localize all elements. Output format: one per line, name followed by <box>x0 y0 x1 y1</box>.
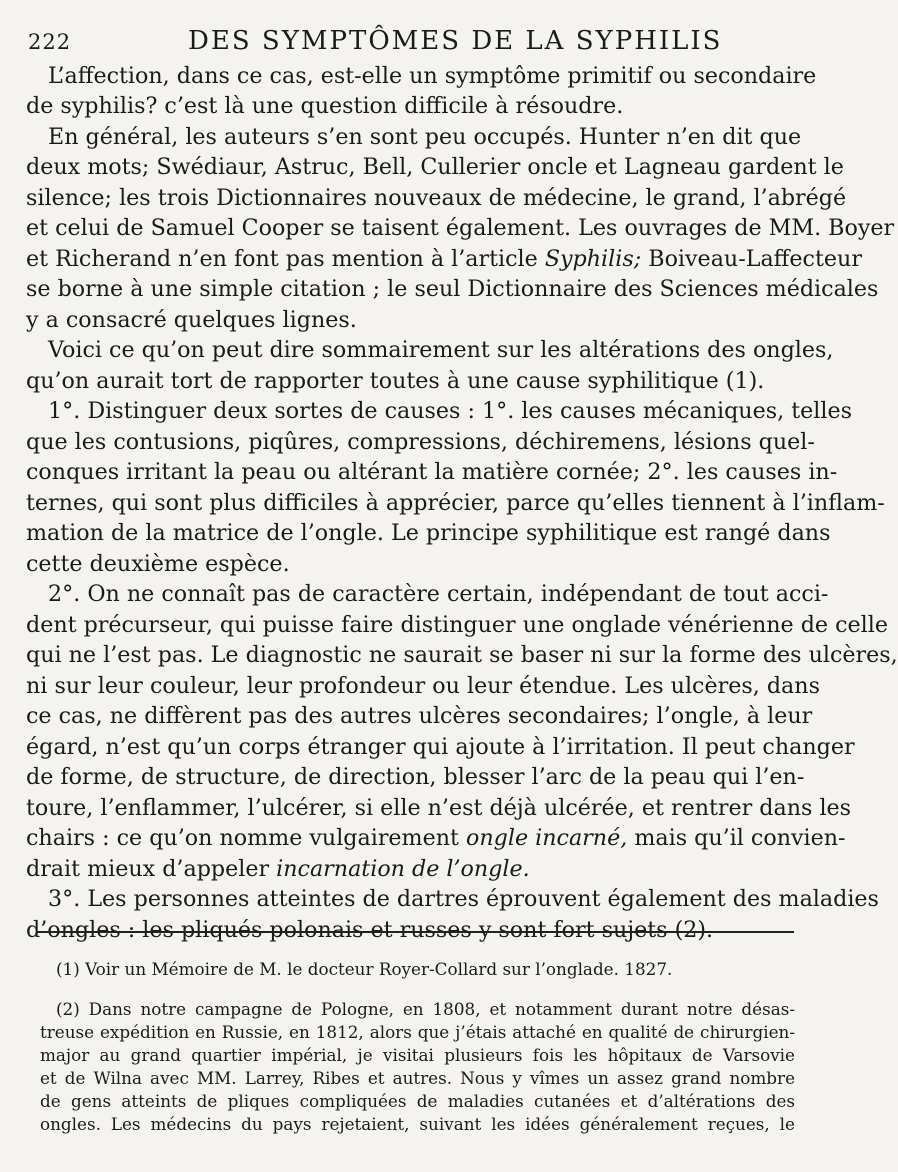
text-line: qui ne l’est pas. Le diagnostic ne saurait se baser ni sur la forme des ulcères, <box>26 642 898 668</box>
text-line: conques irritant la peau ou altérant la matière cornée; 2°. les causes in- <box>26 459 838 485</box>
text-line: cette deuxième espèce. <box>26 551 290 577</box>
text-line: Voici ce qu’on peut dire sommairement sur les altérations des ongles, <box>48 337 834 363</box>
text-line: de forme, de structure, de direction, blesser l’arc de la peau qui l’en- <box>26 764 805 790</box>
footnote-divider <box>36 931 794 933</box>
page-header <box>18 22 778 62</box>
text-line: de syphilis? c’est là une question difficile à résoudre. <box>26 93 624 119</box>
running-title: DES SYMPTÔMES DE LA SYPHILIS <box>188 26 723 56</box>
text-line: ternes, qui sont plus difficiles à apprécier, parce qu’elles tiennent à l’inflam- <box>26 490 885 516</box>
text-run: et Richerand n’en font pas mention à l’article <box>26 246 538 272</box>
text-run: chairs : ce qu’on nomme vulgairement <box>26 825 459 851</box>
footnote-line: (1) Voir un Mémoire de M. le docteur Royer-Collard sur l’onglade. 1827. <box>56 959 673 979</box>
text-line: se borne à une simple citation ; le seul Dictionnaire des Sciences médicales <box>26 276 879 302</box>
text-line: mation de la matrice de l’ongle. Le principe syphilitique est rangé dans <box>26 520 831 546</box>
text-line: que les contusions, piqûres, compressions, déchiremens, lésions quel- <box>26 429 815 455</box>
text-line <box>26 824 846 853</box>
text-line: ce cas, ne diffèrent pas des autres ulcères secondaires; l’ongle, à leur <box>26 703 813 729</box>
text-line <box>26 855 786 884</box>
text-line: deux mots; Swédiaur, Astruc, Bell, Cullerier oncle et Lagneau gardent le <box>26 154 844 180</box>
text-line: ni sur leur couleur, leur profondeur ou leur étendue. Les ulcères, dans <box>26 673 820 699</box>
footnote-line: major au grand quartier impérial, je visitai plusieurs fois les hôpitaux de Varsovie <box>40 1045 795 1065</box>
text-run: Boiveau-Laffecteur <box>648 246 862 272</box>
text-line: En général, les auteurs s’en sont peu occupés. Hunter n’en dit que <box>48 124 802 150</box>
text-line: dent précurseur, qui puisse faire distinguer une onglade vénérienne de celle <box>26 612 888 638</box>
text-run: drait mieux d’appeler <box>26 856 270 882</box>
text-line: L’affection, dans ce cas, est-elle un symptôme primitif ou secondaire <box>48 63 817 89</box>
text-line: 3°. Les personnes atteintes de dartres éprouvent également des maladies <box>48 886 879 912</box>
footnote-line: ongles. Les médecins du pays rejetaient, suivant les idées généralement reçues, le <box>40 1114 795 1134</box>
text-line: 2°. On ne connaît pas de caractère certain, indépendant de tout acci- <box>48 581 829 607</box>
footnote-line: et de Wilna avec MM. Larrey, Ribes et autres. Nous y vîmes un assez grand nombre <box>40 1068 795 1088</box>
text-line: et celui de Samuel Cooper se taisent également. Les ouvrages de MM. Boyer <box>26 215 895 241</box>
footnote-line: treuse expédition en Russie, en 1812, alors que j’étais attaché en qualité de chirurgien- <box>40 1022 795 1042</box>
footnote-line: de gens atteints de pliques compliquées de maladies cutanées et d’altérations des <box>40 1091 795 1111</box>
text-line: qu’on aurait tort de rapporter toutes à une cause syphilitique (1). <box>26 368 765 394</box>
text-line: toure, l’enflammer, l’ulcérer, si elle n’est déjà ulcérée, et rentrer dans les <box>26 795 852 821</box>
italic-term: Syphilis; <box>544 246 642 272</box>
italic-term: ongle incarné, <box>466 825 628 851</box>
text-run: mais qu’il convien- <box>634 825 846 851</box>
footnote-line: (2) Dans notre campagne de Pologne, en 1808, et notamment durant notre désas- <box>56 999 795 1019</box>
text-line: y a consacré quelques lignes. <box>26 307 357 333</box>
text-line: silence; les trois Dictionnaires nouveaux de médecine, le grand, l’abrégé <box>26 185 847 211</box>
italic-term: incarnation de l’ongle. <box>276 856 530 882</box>
text-line <box>26 245 862 274</box>
text-line: égard, n’est qu’un corps étranger qui ajoute à l’irritation. Il peut changer <box>26 734 855 760</box>
text-line: 1°. Distinguer deux sortes de causes : 1°. les causes mécaniques, telles <box>48 398 852 424</box>
text-line: d’ongles : les pliqués polonais et russes y sont fort sujets (2). <box>26 917 714 943</box>
page-number: 222 <box>28 30 72 54</box>
